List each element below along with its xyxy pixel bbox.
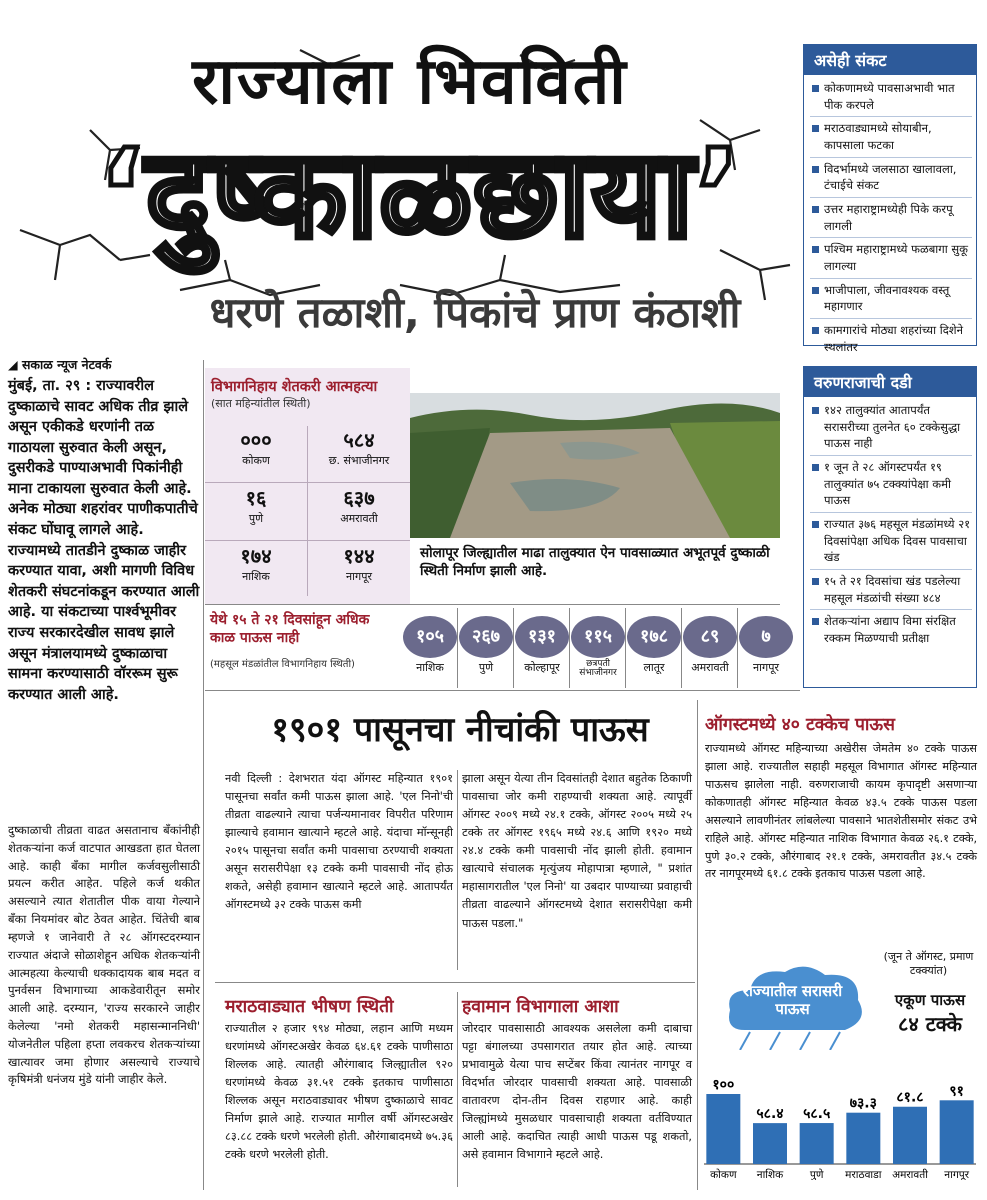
- chart-bar: [846, 1113, 880, 1164]
- chart-total-value: ८४ टक्के: [897, 1012, 963, 1036]
- suicides-header: [205, 368, 410, 411]
- section-divider: [215, 982, 695, 983]
- suicides-label: नागपूर: [346, 570, 372, 583]
- raindays-label: अमरावती: [691, 661, 729, 674]
- sidebar-list-item: १५ ते २१ दिवसांचा खंड पडलेल्या महसूल मंडळांची संख्या ४८४: [810, 570, 972, 610]
- main-article-col2: झाला असून येत्या तीन दिवसांतही देशात बहुतेक ठिकाणी पावसाचा जोर कमी राहण्याची शक्यता आहे. त्यापूर्वी ऑगस्ट २००९ मध्ये २४.१ टक्के, ऑगस्ट २००५ मध्ये २५ टक्के तर ऑगस्ट १९६५ मध्ये २४.६ आणि १९२० मध्ये २४.४ टक्के कमी पावसाची नोंद झाली होती. हवामान खात्याचे संचालक मृत्युंजय मोहापात्रा म्हणाले, " प्रशांत महासागरातील 'एल निनो' या उबदार पाण्याच्या प्रवाहाची तीव्रता वाढल्याने ऑगस्टमध्ये देशात सरासरीपेक्षा कमी पाऊस पडला.": [462, 772, 692, 930]
- suicides-value: ५८४: [343, 428, 375, 452]
- suicides-subtitle: (सात महिन्यांतील स्थिती): [211, 397, 311, 410]
- suicides-label: नाशिक: [242, 570, 270, 583]
- sidebar-list-item: विदर्भामध्ये जलसाठा खालावला, टंचाईचे संकट: [810, 158, 972, 198]
- sidebar-crisis-title: असेही संकट: [804, 45, 976, 75]
- chart-category-label: पुणे: [809, 1169, 824, 1180]
- suicides-cell: [308, 542, 410, 584]
- sidebar-list-item: शेतकऱ्यांना अद्याप विमा संरक्षित रक्कम मिळण्याची प्रतीक्षा: [810, 610, 972, 649]
- suicides-value: ६३७: [343, 486, 375, 510]
- col-divider-2: [457, 992, 458, 1187]
- grid-line: [205, 482, 410, 483]
- chart-bar: [893, 1107, 927, 1164]
- chart-value-label: ५८.५: [803, 1106, 831, 1123]
- chart-value-label: ५८.४: [756, 1106, 784, 1123]
- suicides-label: छ. संभाजीनगर: [328, 454, 390, 467]
- raindays-divider: [625, 608, 626, 688]
- byline-text: सकाळ न्यूज नेटवर्क: [21, 357, 112, 372]
- sidebar-list-item: उत्तर महाराष्ट्रामध्येही पिके करपू लागली: [810, 198, 972, 238]
- main-article-title: १९०१ पासूनचा नीचांकी पाऊस: [271, 710, 649, 750]
- chart-value-label: ७३.३: [849, 1095, 877, 1112]
- chart-category-label: नागपूर: [944, 1169, 970, 1180]
- sidebar-crisis-box: [803, 44, 977, 354]
- col-divider-3: [697, 700, 698, 1190]
- sidebar-list-item: भाजीपाला, जीवनावश्यक वस्तू महागणार: [810, 279, 972, 319]
- photo-caption: सोलापूर जिल्ह्यातील माढा तालुक्यात ऐन पावसाळ्यात अभूतपूर्व दुष्काळी स्थिती निर्माण झाली आहे.: [420, 545, 770, 580]
- chart-category-label: अमरावती: [892, 1169, 928, 1180]
- chart-value-label: ८१.८: [896, 1089, 924, 1106]
- chart-note: (जून ते ऑगस्ट, प्रमाण टक्क्यांत): [883, 950, 974, 978]
- byline: ◢ सकाळ न्यूज नेटवर्क: [8, 357, 112, 372]
- rainfall-bar-chart: [700, 1060, 980, 1180]
- raindays-label: कोल्हापूर: [524, 661, 560, 674]
- raindays-divider: [737, 608, 738, 688]
- raindays-divider: [569, 608, 570, 688]
- headline-subtitle: धरणे तळाशी, पिकांचे प्राण कंठाशी: [209, 288, 741, 337]
- raindays-subtitle: (महसूल मंडळांतील विभागनिहाय स्थिती): [210, 659, 355, 670]
- raindays-divider: [457, 608, 458, 688]
- hope-body: जोरदार पावसासाठी आवश्यक असलेला कमी दाबाचा पट्टा बंगालच्या उपसागरात तयार होत आहे. त्याच्या प्रभावामुळे येत्या पाच सप्टेंबर किंवा त्यानंतर नागपूर व विदर्भात जोरदार पावसाची शक्यता आहे. पावसाळी वातावरण दोन-तीन दिवस राहणार आहे. काही जिल्ह्यांमध्ये मुसळधार पावसाचाही शक्यता वर्तविण्यात आली आहे. कदाचित त्याही आधी पाऊस पडू शकतो, असे हवामान विभागाने म्हटले आहे.: [462, 1022, 692, 1162]
- chart-category-label: मराठवाडा: [845, 1169, 882, 1180]
- raindays-divider: [681, 608, 682, 688]
- august-title: ऑगस्टमध्ये ४० टक्केच पाऊस: [705, 715, 896, 735]
- raindays-value: १३१: [515, 616, 569, 658]
- main-article-col1: नवी दिल्ली : देशभरात यंदा ऑगस्ट महिन्यात १९०१ पासूनचा सर्वांत कमी पाऊस झाला आहे. 'एल निनो'ची तीव्रता वाढल्याने त्याचा पर्जन्यमानावर विपरीत परिणाम झाल्याचे हवामान खात्याने म्हटले आहे. यंदाचा मॉन्सूनही २०१५ पासूनचा सर्वांत कमी पावसाचा ठरण्याची शक्यता असून सरासरीपेक्षा १३ टक्के कमी पावसाची नोंद होऊ शकते, असेही हवामान खात्याने म्हटले आहे. आतापर्यंत ऑगस्टमध्ये ३२ टक्के पाऊस कमी: [225, 772, 453, 912]
- raindays-label: पुणे: [478, 661, 494, 674]
- chart-bar: [706, 1094, 740, 1164]
- sidebar-list-item: १४२ तालुक्यांत आतापर्यंत सरासरीच्या तुलनेत ६० टक्केसुद्धा पाऊस नाही: [810, 399, 972, 456]
- col-divider: [457, 770, 458, 970]
- raindays-value: १७८: [627, 616, 681, 658]
- sidebar-list-item: कामगारांचे मोठ्या शहरांच्या दिशेने स्थलांतर: [810, 319, 972, 358]
- chart-value-label: १००: [712, 1077, 735, 1093]
- chart-bar: [940, 1100, 974, 1164]
- lead-paragraph: मुंबई, ता. २९ : राज्यावरील दुष्काळाचे सावट अधिक तीव्र झाले असून एकीकडे धरणांनी तळ गाठायला सुरुवात केली असून, दुसरीकडे पाण्याअभावी पिकांनीही माना टाकायला सुरुवात केली आहे. अनेक मोठ्या शहरांवर पाणीकपातीचे संकट घोंघावू लागले आहे. राज्यामध्ये तातडीने दुष्काळ जाहीर करण्यात यावा, अशी मागणी विविध शेतकरी संघटनांकडून करण्यात आली आहे. या संकटाच्या पार्श्वभूमीवर राज्य सरकारदेखील सावध झाले असून मंत्रालयामध्ये दुष्काळाचा सामना करण्यासाठी वॉररूम सुरू करण्यात आली आहे.: [8, 378, 200, 703]
- sidebar-list-item: कोकणामध्ये पावसाअभावी भात पीक करपले: [810, 77, 972, 117]
- sidebar-crisis-list: [804, 75, 976, 360]
- raindays-label: नाशिक: [416, 661, 444, 674]
- hope-title: हवामान विभागाला आशा: [462, 997, 619, 1017]
- raindays-divider: [513, 608, 514, 688]
- suicides-title: विभागनिहाय शेतकरी आत्महत्या: [211, 379, 378, 395]
- headline-line1: राज्याला भिवविती: [192, 45, 628, 119]
- raindays-value: ११५: [571, 616, 625, 658]
- row-divider-2: [205, 690, 800, 691]
- chart-bar: [753, 1123, 787, 1164]
- sidebar-rain-title: वरुणराजाची दडी: [804, 367, 976, 397]
- raindays-label: छत्रपती संभाजीनगर: [579, 659, 617, 679]
- suicides-label: अमरावती: [340, 512, 378, 525]
- suicides-cell: [205, 426, 307, 468]
- marathwada-body: राज्यातील २ हजार ९९४ मोठ्या, लहान आणि मध्यम धरणांमध्ये ऑगस्टअखेर केवळ ६४.६१ टक्के पाणीसाठा शिल्लक आहे. त्यातही औरंगाबाद जिल्ह्यातील ९२० धरणांमध्ये केवळ ३१.५१ टक्के इतकाच पाणीसाठा शिल्लक असून मराठवाड्यावर भीषण दुष्काळाचे सावट निर्माण झाले आहे. राज्यात मागील वर्षी ऑगस्टअखेर ८३.८८ टक्के धरणे भरलेली होती. औरंगाबादमध्ये ७५.३६ टक्के धरणे भरलेली होती.: [225, 1022, 453, 1162]
- grid-line: [307, 426, 308, 596]
- marathwada-title: मराठवाड्यात भीषण स्थिती: [225, 997, 394, 1017]
- suicides-value: ०००: [240, 428, 272, 452]
- suicides-label: पुणे: [248, 512, 264, 525]
- raindays-value: २६७: [459, 616, 513, 658]
- sidebar-rain-list: [804, 397, 976, 652]
- row-divider: [205, 604, 780, 605]
- suicides-value: १६: [245, 486, 267, 510]
- raindays-label: नागपूर: [753, 661, 779, 674]
- raindays-value: ८९: [683, 616, 737, 658]
- raindays-title: येथे १५ ते २१ दिवसांहून अधिक काळ पाऊस नाही: [210, 612, 370, 646]
- grid-line: [205, 540, 410, 541]
- august-body: राज्यामध्ये ऑगस्ट महिन्याच्या अखेरीस जेमतेम ४० टक्के पाऊस झाला आहे. राज्यातील सहाही महसूल विभागात ऑगस्ट महिन्यात पाऊसच झालेला नाही. वरुणराजाची कायम कृपादृष्टी असणाऱ्या कोकणातही ऑगस्ट महिन्यात केवळ ४३.५ टक्के पाऊस पडला असल्याने लावणीनंतर लांबलेल्या पावसाने भातशेतीसमोर संकट उभे राहिले आहे. ऑगस्ट महिन्यात नाशिक विभागात केवळ २६.१ टक्के, पुणे ३०.२ टक्के, औरंगाबाद २१.१ टक्के, अमरावतीत ३४.५ टक्के तर नागपूरमध्ये ६१.८ टक्के इतकाच पाऊस पडला आहे.: [705, 742, 977, 881]
- suicides-value: १४४: [343, 544, 375, 568]
- chart-total-label: एकूण पाऊस: [894, 991, 966, 1009]
- suicides-value: १७४: [240, 544, 272, 568]
- chart-category-label: कोकण: [710, 1169, 737, 1180]
- sidebar-list-item: पश्चिम महाराष्ट्रामध्ये फळबागा सुकू लागल्या: [810, 238, 972, 278]
- raindays-label: लातूर: [643, 661, 665, 674]
- sidebar-list-item: मराठवाड्यामध्ये सोयाबीन, कापसाला फटका: [810, 117, 972, 157]
- suicides-cell: [205, 484, 307, 526]
- suicides-cell: [308, 484, 410, 526]
- raindays-value: ७: [739, 616, 793, 658]
- chart-value-label: ९१: [949, 1083, 964, 1100]
- headline-main: ‘दुष्काळछाया’: [98, 123, 742, 265]
- chart-title: राज्यातील सरासरी पाऊस: [742, 982, 843, 1018]
- sidebar-rain-box: [803, 366, 977, 688]
- suicides-cell: [205, 542, 307, 584]
- column-divider: [203, 360, 204, 1190]
- suicides-label: कोकण: [242, 454, 270, 467]
- farmer-suicides-box: [205, 368, 410, 604]
- drought-riverbed-photo: [410, 393, 780, 538]
- chart-category-label: नाशिक: [756, 1169, 784, 1180]
- raindays-value: १०५: [403, 616, 457, 658]
- lead-paragraph-2: दुष्काळाची तीव्रता वाढत असतानाच बँकांनीही शेतकऱ्यांना कर्ज वाटपात आखडता हात घेतला आहे. काही बँका मागील कर्जवसुलीसाठी प्रयत्न करीत आहेत. पहिले कर्ज थकीत असल्याने त्यात शेतातील पीक वाया गेल्याने बँका नियमांवर बोट ठेवत आहेत. चिंतेची बाब म्हणजे १ जानेवारी ते २८ ऑगस्टदरम्यान राज्यात अंदाजे सोळाशेहून अधिक शेतकऱ्यांनी आत्महत्या केल्याची धक्कादायक बाब मदत व पुनर्वसन विभागाच्या आकडेवारीतून समोर आली आहे. दरम्यान, 'राज्य सरकारने जाहीर केलेल्या 'नमो शेतकरी महासन्माननिधी' योजनेतील पहिला हप्ता लवकरच शेतकऱ्यांच्या खात्यावर जमा होणार असल्याचे राज्याचे कृषिमंत्री धनंजय मुंडे यांनी जाहीर केले.: [8, 823, 200, 1087]
- chart-bar: [800, 1123, 834, 1164]
- chart-title-cloud: [720, 960, 870, 1050]
- sidebar-list-item: राज्यात ३७६ महसूल मंडळांमध्ये २१ दिवसांपेक्षा अधिक दिवस पावसाचा खंड: [810, 513, 972, 570]
- sidebar-list-item: १ जून ते २८ ऑगस्टपर्यंत १९ तालुक्यांत ७५ टक्क्यांपेक्षा कमी पाऊस: [810, 456, 972, 513]
- suicides-cell: [308, 426, 410, 468]
